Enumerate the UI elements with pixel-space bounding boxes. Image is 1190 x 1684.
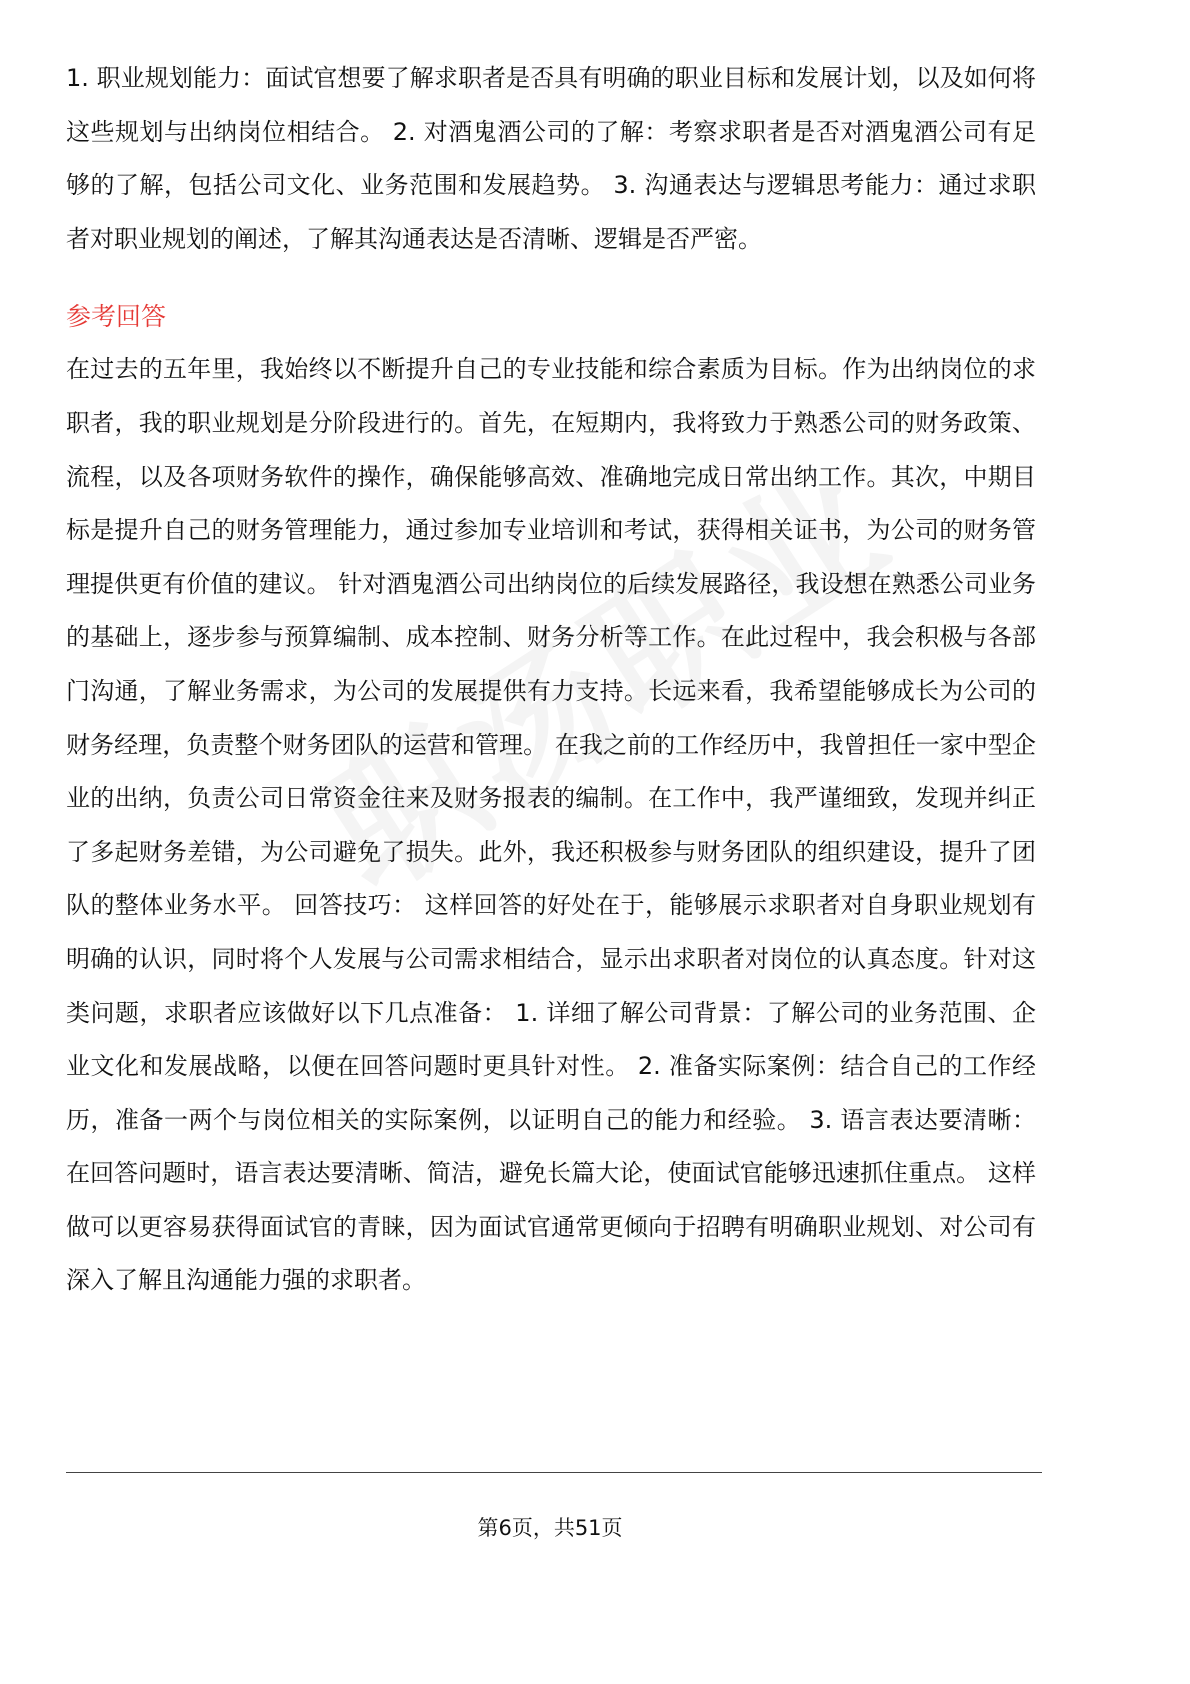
intro-paragraph: 1. 职业规划能力：面试官想要了解求职者是否具有明确的职业目标和发展计划，以及如何将这些规划与出纳岗位相结合。 2. 对酒鬼酒公司的了解：考察求职者是否对酒鬼酒公司有足够的了解，包括公司文化、业务范围和发展趋势。 3. 沟通表达与逻辑思考能力：通过求职者对职业规划的阐述，了解其沟通表达是否清晰、逻辑是否严密。	[66, 64, 1036, 253]
page-number: 第6页，共51页	[477, 1516, 623, 1540]
answer-paragraph: 在过去的五年里，我始终以不断提升自己的专业技能和综合素质为目标。作为出纳岗位的求职者，我的职业规划是分阶段进行的。首先，在短期内，我将致力于熟悉公司的财务政策、流程，以及各项财务软件的操作，确保能够高效、准确地完成日常出纳工作。其次，中期目标是提升自己的财务管理能力，通过参加专业培训和考试，获得相关证书，为公司的财务管理提供更有价值的建议。 针对酒鬼酒公司出纳岗位的后续发展路径，我设想在熟悉公司业务的基础上，逐步参与预算编制、成本控制、财务分析等工作。在此过程中，我会积极与各部门沟通，了解业务需求，为公司的发展提供有力支持。长远来看，我希望能够成长为公司的财务经理，负责整个财务团队的运营和管理。 在我之前的工作经历中，我曾担任一家中型企业的出纳，负责公司日常资金往来及财务报表的编制。在工作中，我严谨细致，发现并纠正了多起财务差错，为公司避免了损失。此外，我还积极参与财务团队的组织建设，提升了团队的整体业务水平。 回答技巧： 这样回答的好处在于，能够展示求职者对自身职业规划有明确的认识，同时将个人发展与公司需求相结合，显示出求职者对岗位的认真态度。针对这类问题，求职者应该做好以下几点准备： 1. 详细了解公司背景：了解公司的业务范围、企业文化和发展战略，以便在回答问题时更具针对性。 2. 准备实际案例：结合自己的工作经历，准备一两个与岗位相关的实际案例，以证明自己的能力和经验。 3. 语言表达要清晰：在回答问题时，语言表达要清晰、简洁，避免长篇大论，使面试官能够迅速抓住重点。 这样做可以更容易获得面试官的青睐，因为面试官通常更倾向于招聘有明确职业规划、对公司有深入了解且沟通能力强的求职者。	[66, 355, 1036, 1295]
footer-divider	[66, 1472, 1042, 1473]
section-title: 参考回答	[66, 302, 167, 332]
page-content	[66, 52, 1036, 1308]
